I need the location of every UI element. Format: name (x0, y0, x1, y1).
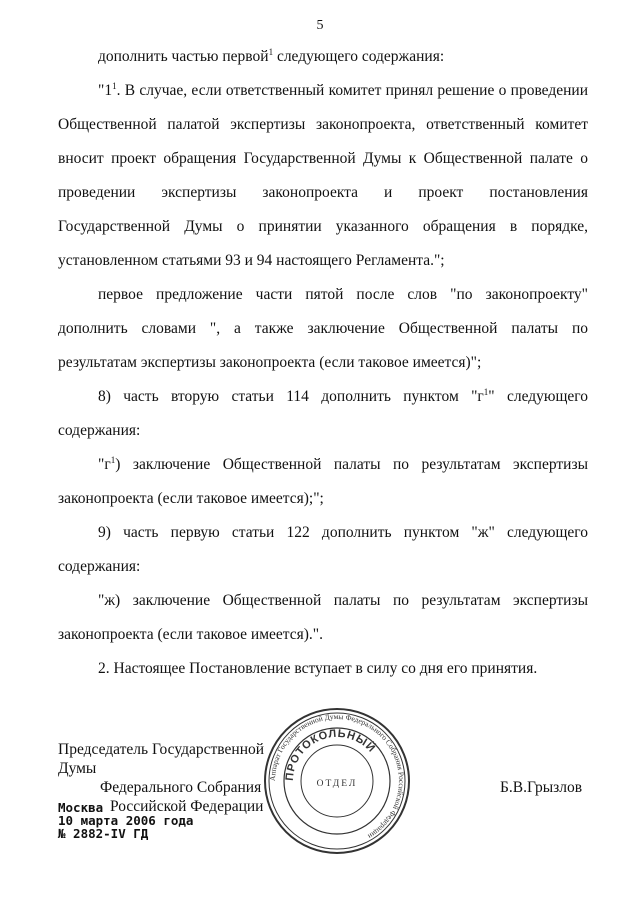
stamp-center-text: ОТДЕЛ (316, 779, 358, 789)
document-body (58, 40, 588, 686)
page-number: 5 (316, 18, 324, 33)
official-stamp-seal (262, 706, 412, 856)
signatory-title-line-3: Российской Федерации (110, 798, 264, 815)
issue-date: 10 марта 2006 года (58, 813, 194, 828)
issue-city: Москва (58, 800, 104, 815)
issue-number: № 2882-IV ГД (58, 826, 149, 841)
stamp-ring-text: ПРОТОКОЛЬНЫЙ (283, 727, 378, 782)
paragraph-1: дополнить частью первой$^1$ следующего содержания: (98, 46, 445, 65)
paragraph-7: "ж) заключение Общественной палаты по результатам экспертизы законопроекта (если таковое имеется).". (58, 592, 588, 643)
svg-text:ПРОТОКОЛЬНЫЙ (284, 728, 379, 782)
signer-name: Б.В.Грызлов (500, 779, 583, 796)
paragraph-3: первое предложение части пятой после слов "по законопроекту" дополнить словами ", а также заключение Общественной палаты по результатам экспертизы законопроекта (если таковое имеется)"; (58, 286, 588, 371)
paragraph-4: 8) часть вторую статьи 114 дополнить пунктом "$г^1$" следующего содержания: (58, 386, 588, 439)
paragraph-8: 2. Настоящее Постановление вступает в силу со дня его принятия. (98, 660, 538, 677)
paragraph-5: "$г^1$) заключение Общественной палаты по результатам экспертизы законопроекта (если таковое имеется);"; (58, 454, 588, 507)
paragraph-6: 9) часть первую статьи 122 дополнить пунктом "ж" следующего содержания: (58, 524, 588, 575)
issue-info (58, 801, 193, 840)
signatory-title-line-2: Федерального Собрания (100, 779, 262, 796)
stamp-outer-text: Аппарат Государственной Думы Федерального Собрания Российской Федерации (267, 711, 407, 842)
paragraph-2: "$1^1$. В случае, если ответственный комитет принял решение о проведении Общественной палатой экспертизы законопроекта, ответственный комитет вносит проект обращения Государственной Думы к Общественной палате о проведении экспертизы законопроекта и проект постановления Государственной Думы о принятии указанного обращения в порядке, установленном статьями 93 и 94 настоящего Регламента."; (58, 80, 588, 269)
signatory-title-line-1: Председатель Государственной Думы (58, 741, 265, 777)
